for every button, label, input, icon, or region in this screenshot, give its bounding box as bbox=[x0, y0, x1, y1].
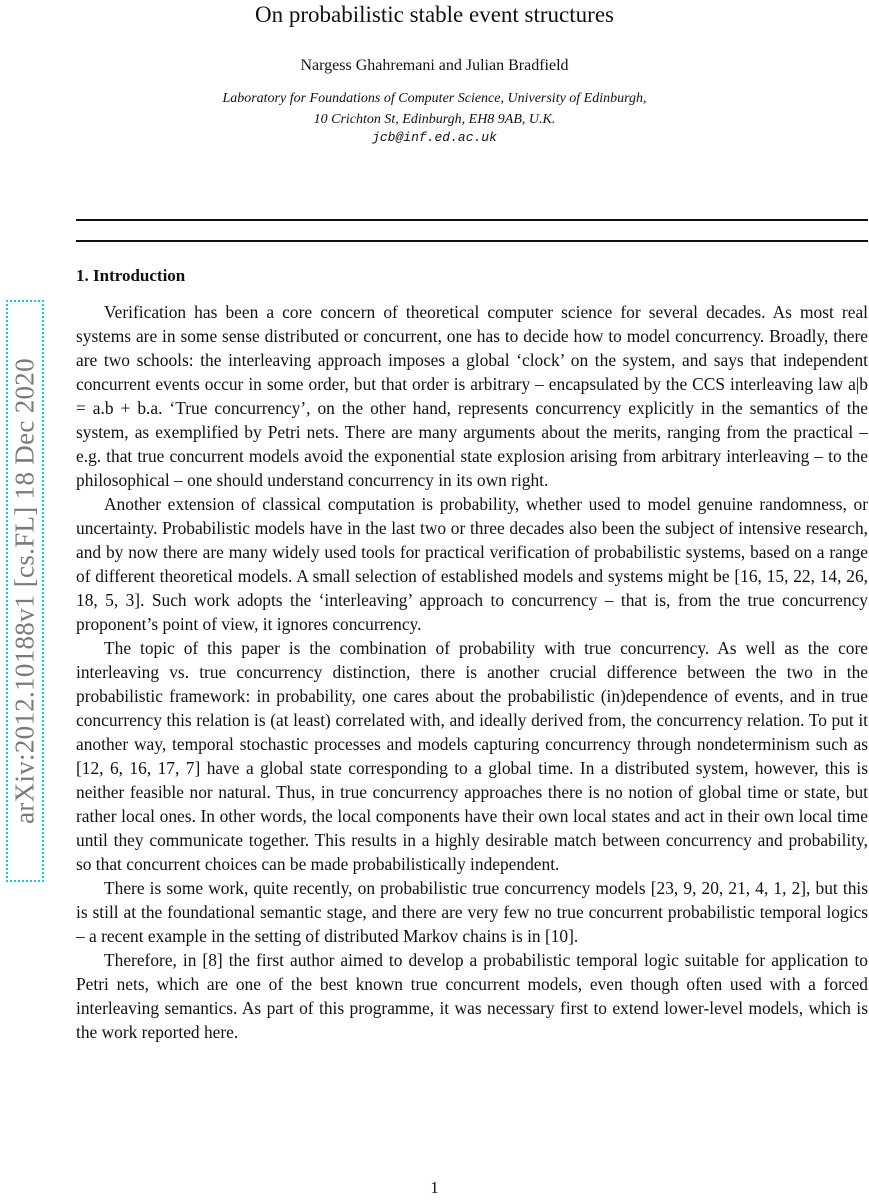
affiliation-line: Laboratory for Foundations of Computer Science, University of Edinburgh, bbox=[222, 91, 647, 106]
header-rule bbox=[76, 219, 868, 221]
paragraph: Therefore, in [8] the first author aimed to develop a probabilistic temporal logic suitable for application to Petri nets, which are one of the best known true concurrent models, even though often used with a forced interleaving semantics. As part of this programme, it was necessary first to extend lower-level models, which is the work reported here. bbox=[76, 950, 868, 1042]
section-body bbox=[76, 300, 868, 1044]
paragraph: Another extension of classical computation is probability, whether used to model genuine randomness, or uncertainty. Probabilistic models have in the last two or three decades also been the subject of intensive research, and by now there are many widely used tools for practical verification of probabilistic systems, based on a range of different theoretical models. A small selection of established models and systems might be [16, 15, 22, 14, 26, 18, 5, 3]. Such work adopts the ‘interleaving’ approach to concurrency – that is, from the true concurrency proponent’s point of view, it ignores concurrency. bbox=[76, 494, 868, 634]
arxiv-identifier: arXiv:2012.10188v1 [cs.FL] 18 Dec 2020 bbox=[9, 358, 40, 824]
paragraph: There is some work, quite recently, on probabilistic true concurrency models [23, 9, 20, 21, 4, 1, 2], but this is still at the foundational semantic stage, and there are very few no true concurrent probabilistic temporal logics – a recent example in the setting of distributed Markov chains is in [10]. bbox=[76, 878, 868, 946]
paper-title: On probabilistic stable event structures bbox=[255, 2, 614, 27]
header-rule bbox=[76, 240, 868, 242]
paragraph: The topic of this paper is the combination of probability with true concurrency. As well as the core interleaving vs. true concurrency distinction, there is another crucial difference between the two in the probabilistic framework: in probability, one cares about the probabilistic (in)dependence of events, and in true concurrency this relation is (at least) correlated with, and ideally derived from, the concurrency relation. To put it another way, temporal stochastic processes and models capturing concurrency through nondeterminism such as [12, 6, 16, 17, 7] have a global state corresponding to a global time. In a distributed system, however, this is neither feasible nor natural. Thus, in true concurrency approaches there is no notion of global time or state, but rather local ones. In other words, the local components have their own local states and act in their own local time until they communicate together. This results in a highly desirable match between concurrency and probability, so that concurrent choices can be made probabilistically independent. bbox=[76, 638, 868, 874]
paper-affiliation bbox=[0, 88, 869, 130]
contact-email: jcb@inf.ed.ac.uk bbox=[372, 130, 497, 145]
section-heading: 1. Introduction bbox=[76, 266, 186, 285]
arxiv-stamp[interactable] bbox=[6, 300, 44, 882]
page-number: 1 bbox=[430, 1178, 439, 1197]
paper-authors: Nargess Ghahremani and Julian Bradfield bbox=[300, 57, 569, 74]
paragraph: Verification has been a core concern of theoretical computer science for several decades. As most real systems are in some sense distributed or concurrent, one has to decide how to model concurrency. Broadly, there are two schools: the interleaving approach imposes a global ‘clock’ on the system, and says that independent concurrent events occur in some order, but that order is arbitrary – encapsulated by the CCS interleaving law a|b = a.b + b.a. ‘True concurrency’, on the other hand, represents concurrency explicitly in the semantics of the system, as exemplified by Petri nets. There are many arguments about the merits, ranging from the practical – e.g. that true concurrent models avoid the exponential state explosion arising from arbitrary interleaving – to the philosophical – one should understand concurrency in its own right. bbox=[76, 302, 868, 490]
affiliation-line: 10 Crichton St, Edinburgh, EH8 9AB, U.K. bbox=[313, 112, 556, 127]
